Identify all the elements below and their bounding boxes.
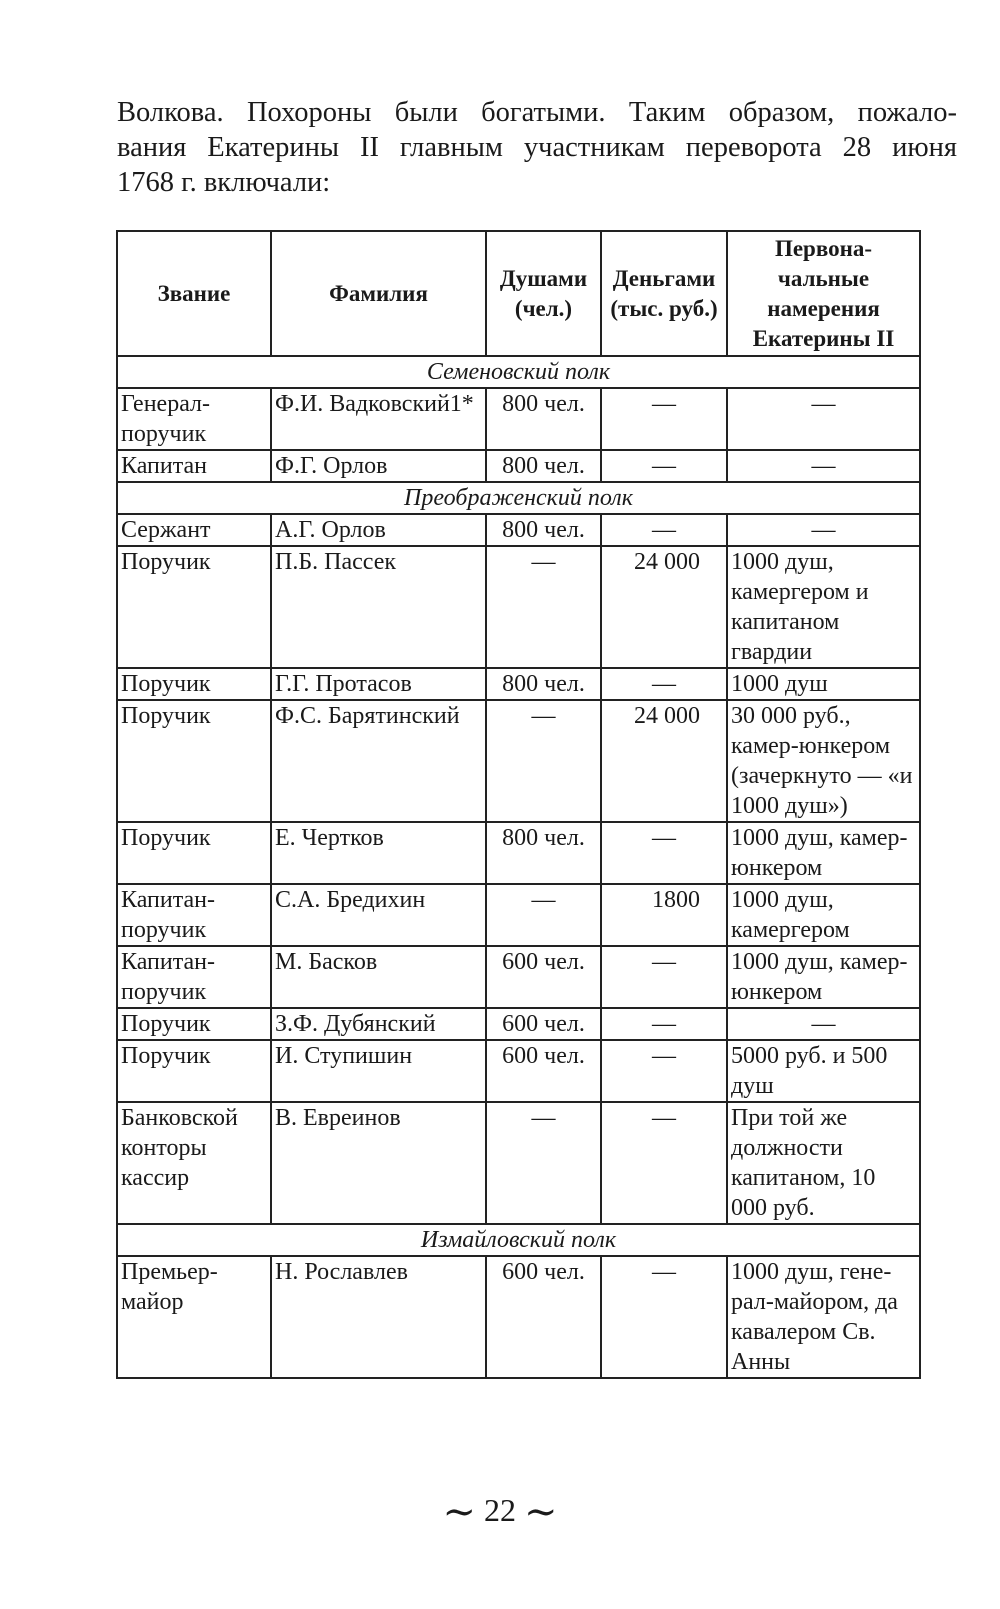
cell-intentions: 1000 душ, гене-рал-майором, да кавалером Св. Анны (727, 1256, 920, 1378)
intro-line: вания Екатерины II главным участникам переворота 28 июня (117, 132, 957, 163)
cell-rank: Поручик (117, 1008, 271, 1040)
cell-rank: Банковской конторы кассир (117, 1102, 271, 1224)
cell-souls: 800 чел. (486, 514, 601, 546)
cell-surname: Е. Чертков (271, 822, 486, 884)
intro-paragraph (117, 95, 957, 200)
cell-money: 24 000 (601, 700, 727, 822)
cell-intentions: При той же должности капитаном, 10 000 руб. (727, 1102, 920, 1224)
section-title: Измайловский полк (117, 1224, 920, 1256)
cell-money: — (601, 1040, 727, 1102)
cell-rank: Капитан (117, 450, 271, 482)
cell-souls: 800 чел. (486, 388, 601, 450)
cell-money: — (601, 388, 727, 450)
cell-rank: Поручик (117, 700, 271, 822)
cell-money: 1800 (601, 884, 727, 946)
cell-money: — (601, 514, 727, 546)
cell-money: — (601, 1102, 727, 1224)
cell-surname: И. Ступишин (271, 1040, 486, 1102)
cell-surname: П.Б. Пассек (271, 546, 486, 668)
table-row (117, 1102, 920, 1224)
cell-rank: Генерал-поручик (117, 388, 271, 450)
table-row (117, 514, 920, 546)
cell-intentions: — (727, 1008, 920, 1040)
cell-souls: — (486, 700, 601, 822)
section-title: Семеновский полк (117, 356, 920, 388)
ornament-right: ∼ (524, 1489, 558, 1534)
section-row (117, 1224, 920, 1256)
cell-rank: Поручик (117, 668, 271, 700)
cell-surname: Н. Рославлев (271, 1256, 486, 1378)
table-row (117, 388, 920, 450)
cell-surname: З.Ф. Дубянский (271, 1008, 486, 1040)
cell-intentions: — (727, 514, 920, 546)
cell-intentions: 5000 руб. и 500 душ (727, 1040, 920, 1102)
ornament-left: ∼ (442, 1489, 476, 1534)
section-title: Преображенский полк (117, 482, 920, 514)
header-money: Деньгами (тыс. руб.) (601, 231, 727, 356)
header-souls: Душами (чел.) (486, 231, 601, 356)
cell-money: — (601, 946, 727, 1008)
section-row (117, 356, 920, 388)
table-row (117, 546, 920, 668)
page-footer (0, 1488, 1000, 1535)
cell-money: — (601, 1256, 727, 1378)
cell-intentions: 1000 душ, камергером и капитаном гвардии (727, 546, 920, 668)
table-header-row (117, 231, 920, 356)
cell-intentions: — (727, 450, 920, 482)
cell-souls: 800 чел. (486, 822, 601, 884)
cell-intentions: 1000 душ, камер-юнкером (727, 822, 920, 884)
intro-line: Волкова. Похороны были богатыми. Таким образом, пожало- (117, 97, 957, 128)
section-row (117, 482, 920, 514)
rewards-table (116, 230, 921, 1379)
table-row (117, 822, 920, 884)
cell-intentions: 1000 душ, камергером (727, 884, 920, 946)
table-row (117, 1008, 920, 1040)
cell-souls: — (486, 884, 601, 946)
cell-surname: Ф.И. Вадковский1* (271, 388, 486, 450)
cell-rank: Капитан-поручик (117, 884, 271, 946)
cell-money: — (601, 450, 727, 482)
cell-money: — (601, 1008, 727, 1040)
cell-souls: 600 чел. (486, 1008, 601, 1040)
cell-intentions: 1000 душ (727, 668, 920, 700)
cell-souls: — (486, 1102, 601, 1224)
cell-money: 24 000 (601, 546, 727, 668)
header-intentions: Первона-чальные намерения Екатерины II (727, 231, 920, 356)
table-row (117, 450, 920, 482)
cell-souls: 600 чел. (486, 1256, 601, 1378)
header-rank: Звание (117, 231, 271, 356)
table-row (117, 668, 920, 700)
cell-souls: 600 чел. (486, 946, 601, 1008)
page-number: 22 (484, 1492, 516, 1528)
table-row (117, 1256, 920, 1378)
cell-souls: 800 чел. (486, 668, 601, 700)
cell-intentions: 30 000 руб., камер-юнкером (зачеркнуто — «и 1000 душ») (727, 700, 920, 822)
cell-rank: Капитан-поручик (117, 946, 271, 1008)
cell-money: — (601, 668, 727, 700)
table-row (117, 700, 920, 822)
cell-surname: М. Басков (271, 946, 486, 1008)
cell-money: — (601, 822, 727, 884)
cell-rank: Поручик (117, 822, 271, 884)
cell-surname: А.Г. Орлов (271, 514, 486, 546)
cell-souls: — (486, 546, 601, 668)
cell-surname: Ф.Г. Орлов (271, 450, 486, 482)
cell-rank: Сержант (117, 514, 271, 546)
cell-surname: С.А. Бредихин (271, 884, 486, 946)
cell-rank: Поручик (117, 1040, 271, 1102)
header-surname: Фамилия (271, 231, 486, 356)
table-row (117, 1040, 920, 1102)
cell-surname: В. Евреинов (271, 1102, 486, 1224)
intro-line: 1768 г. включали: (117, 167, 331, 198)
cell-surname: Г.Г. Протасов (271, 668, 486, 700)
table-row (117, 946, 920, 1008)
table-row (117, 884, 920, 946)
cell-intentions: — (727, 388, 920, 450)
cell-souls: 800 чел. (486, 450, 601, 482)
cell-souls: 600 чел. (486, 1040, 601, 1102)
cell-rank: Премьер-майор (117, 1256, 271, 1378)
cell-rank: Поручик (117, 546, 271, 668)
cell-surname: Ф.С. Барятинский (271, 700, 486, 822)
cell-intentions: 1000 душ, камер-юнкером (727, 946, 920, 1008)
